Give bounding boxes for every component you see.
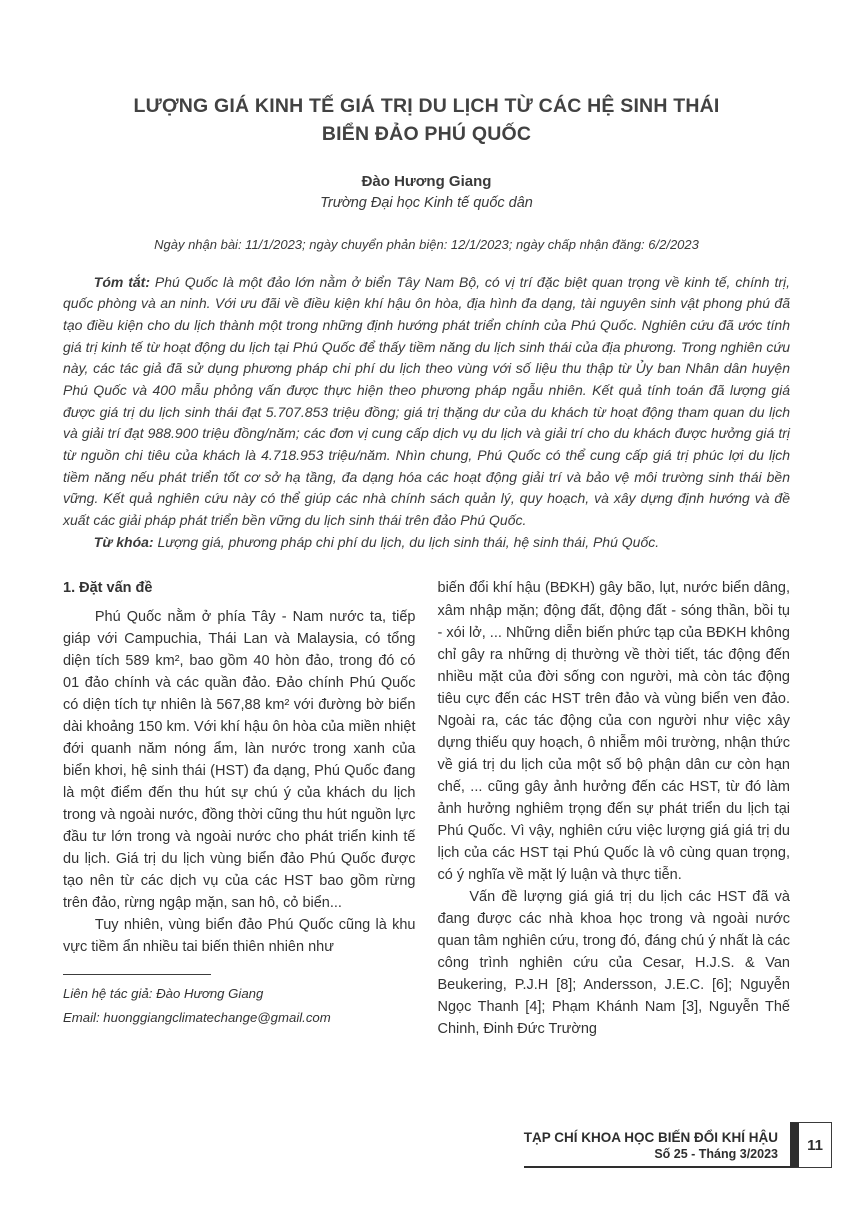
keywords-line (63, 532, 790, 554)
left-paragraph-2: Tuy nhiên, vùng biển đảo Phú Quốc cũng là khu vực tiềm ẩn nhiều tai biến thiên nhiên như (63, 916, 416, 955)
left-column (63, 577, 416, 1040)
paper-title-line2: BIỂN ĐẢO PHÚ QUỐC (321, 123, 532, 146)
paper-title (63, 92, 790, 149)
section-1-heading: 1. Đặt vấn đề (63, 580, 153, 597)
right-column (438, 577, 791, 1040)
abstract-paragraph (63, 272, 790, 532)
contact-divider (63, 974, 211, 975)
footer-journal-info (524, 1122, 790, 1168)
right-paragraph-1: biến đổi khí hậu (BĐKH) gây bão, lụt, nước biển dâng, xâm nhập mặn; động đất, động đất - sóng thần, bồi tụ - xói lở, ... Những diễn biến phức tạp của BĐKH không chỉ gây ra những dị thường về thời tiết, tác động đến nhiều mặt của đời sống con người, mà còn tác động tiêu cực đến các HST trên đảo và vùng biển ven đảo. Ngoài ra, các tác động của con người như việc xây dựng thiếu quy hoạch, ô nhiễm môi trường, nhận thức về giá trị du lịch của một số bộ phận dân cư còn hạn chế, ... cũng gây ảnh hưởng đến các HST, từ đó làm ảnh hưởng nghiêm trọng đến sự phát triển du lịch tại Phú Quốc. Vì vậy, nghiên cứu việc lượng giá giá trị du lịch của các HST tại Phú Quốc là vô cùng quan trọng, có ý nghĩa về mặt lý luận và thực tiễn. (437, 580, 790, 883)
submission-dates: Ngày nhận bài: 11/1/2023; ngày chuyển phản biện: 12/1/2023; ngày chấp nhận đăng: 6/2/2023 (154, 236, 699, 252)
contact-author-line: Liên hệ tác giả: Đào Hương Giang (63, 986, 264, 1001)
two-column-body (63, 577, 790, 1040)
author-name: Đào Hương Giang (361, 172, 492, 190)
abstract-label: Tóm tắt: (93, 273, 151, 290)
journal-issue: Số 25 - Tháng 3/2023 (654, 1147, 778, 1161)
page-footer (524, 1122, 832, 1168)
journal-title: TẠP CHÍ KHOA HỌC BIẾN ĐỔI KHÍ HẬU (523, 1130, 778, 1145)
author-affiliation: Trường Đại học Kinh tế quốc dân (320, 194, 533, 211)
paper-title-line1: LƯỢNG GIÁ KINH TẾ GIÁ TRỊ DU LỊCH TỪ CÁC HỆ SINH THÁI (133, 95, 720, 117)
page-number-box (790, 1122, 832, 1168)
keywords-text: Lượng giá, phương pháp chi phí du lịch, du lịch sinh thái, hệ sinh thái, Phú Quốc. (157, 533, 660, 550)
contact-email-line: Email: huonggiangclimatechange@gmail.com (63, 1010, 331, 1026)
left-paragraph-1: Phú Quốc nằm ở phía Tây - Nam nước ta, tiếp giáp với Campuchia, Thái Lan và Malaysia, có tổng diện tích 589 km², bao gồm 40 hòn đảo, trong đó có 01 đảo chính và các quần đảo. Đảo chính Phú Quốc có diện tích tự nhiên là 567,88 km² với đường bờ biển dài khoảng 150 km. Với khí hậu ôn hòa của miền nhiệt đới quanh năm nóng ẩm, làn nước trong xanh của biển khơi, hệ sinh thái (HST) đa dạng, Phú Quốc đang là một điểm đến thu hút sự chú ý của khách du lịch trong và ngoài nước, đồng thời cũng thu hút nguồn lực đầu tư lớn trong và ngoài nước cho phát triển kinh tế du lịch. Giá trị du lịch vùng biển đảo Phú Quốc được tạo nên từ các dịch vụ của các HST bao gồm rừng trên đảo, rừng ngập mặn, san hô, cỏ biển... (63, 608, 416, 911)
page-number: 11 (807, 1136, 823, 1154)
abstract-text: Phú Quốc là một đảo lớn nằm ở biển Tây Nam Bộ, có vị trí đặc biệt quan trọng về kinh tế, chính trị, quốc phòng và an ninh. Với ưu đãi về điều kiện khí hậu ôn hòa, địa hình đa dạng, tài nguyên sinh vật phong phú đã tạo điều kiện cho du lịch thành một trong những định hướng phát triển chính của Phú Quốc. Nghiên cứu đã ước tính giá trị kinh tế từ hoạt động du lịch tại Phú Quốc để thấy tiềm năng du lịch sinh thái của địa phương. Trong nghiên cứu này, các tác giả đã sử dụng phương pháp chi phí du lịch theo vùng với số liệu thu thập từ Ủy ban Nhân dân huyện Phú Quốc và 400 mẫu phỏng vấn được thực hiện theo phương pháp ngẫu nhiên. Kết quả tính toán đã lượng giá được giá trị du lịch sinh thái đạt 5.707.853 triệu đồng; giá trị thặng dư của du khách từ hoạt động tham quan du lịch và giải trí đạt 988.900 triệu đồng/năm; các đơn vị cung cấp dịch vụ du lịch và giải trí cho du khách được hưởng giá trị từ nguồn chi tiêu của khách là 4.718.953 triệu/năm. Nhìn chung, Phú Quốc có thể cung cấp giá trị phúc lợi du lịch tiềm năng nếu phát triển tốt cơ sở hạ tầng, đa dạng hóa các hoạt động giải trí và bảo vệ môi trường sinh thái bền vững. Kết quả nghiên cứu này có thể giúp các nhà chính sách quản lý, quy hoạch, và xây dựng định hướng và đề xuất các giải pháp phát triển bền vững du lịch sinh thái trên đảo Phú Quốc. (63, 273, 791, 529)
keywords-label: Từ khóa: (93, 533, 154, 550)
contact-block (63, 974, 416, 1031)
right-paragraph-2: Vấn đề lượng giá giá trị du lịch các HST đã và đang được các nhà khoa học trong và ngoài nước quan tâm nghiên cứu, trong đó, đáng chú ý nhất là các công trình nghiên cứu của Cesar, H.J.S. & Van Beukering, P.J.H [8]; Andersson, J.E.C. [6]; Nguyễn Ngọc Thanh [4]; Phạm Khánh Nam [3], Nguyễn Thế Chinh, Đinh Đức Trường (437, 888, 790, 1038)
